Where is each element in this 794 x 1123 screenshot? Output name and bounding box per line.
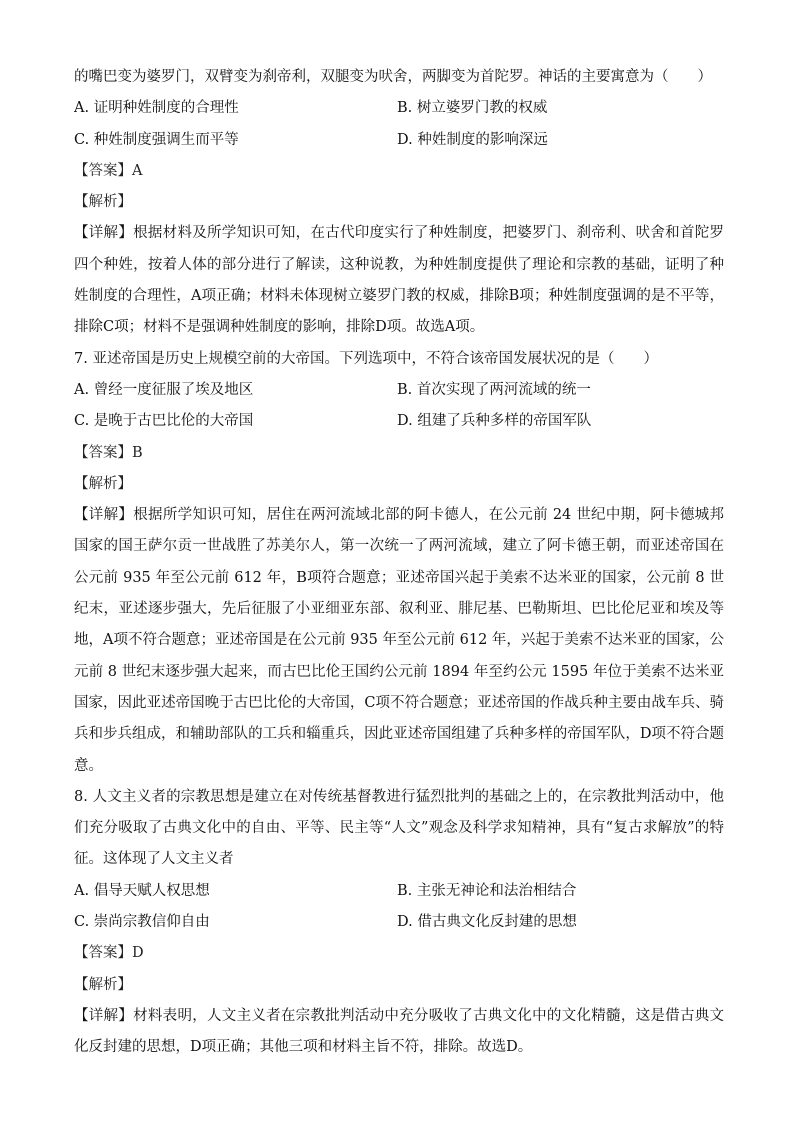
q6-detail: 【详解】根据材料及所学知识可知，在古代印度实行了种姓制度，把婆罗门、刹帝利、吠舍和首陀罗四个种姓，按着人体的部分进行了解读，这种说教，为种姓制度提供了理论和宗教的基础，证明了种姓制度的合理性，A项正确；材料未体现树立婆罗门教的权威，排除B项；种姓制度强调的是不平等，排除C项；材料不是强调种姓制度的影响，排除D项。故选A项。 [74,225,724,336]
q8-option-d: D. 借古典文化反封建的思想 [397,914,577,931]
q7-detail: 【详解】根据所学知识可知，居住在两河流域北部的阿卡德人，在公元前 24 世纪中期，阿卡德城邦国家的国王萨尔贡一世战胜了苏美尔人，第一次统一了两河流域，建立了阿卡德王朝，而亚述帝国在公元前 935 年至公元前 612 年，B项符合题意；亚述帝国兴起于美索不达米亚的国家，公元前 8 世纪末，亚述逐步强大，先后征服了小亚细亚东部、叙利亚、腓尼基、巴勒斯坦、巴比伦尼亚和埃及等地，A项不符合题意；亚述帝国是在公元前 935 年至公元前 612 年，兴起于美索不达米亚的国家，公元前 8 世纪末逐步强大起来，而古巴比伦王国约公元前 1894 年至约公元 1595 年位于美索不达米亚国家，因此亚述帝国晚于古巴比伦的大帝国，C项不符合题意；亚述帝国的作战兵种主要由战车兵、骑兵和步兵组成，和辅助部队的工兵和辎重兵，因此亚述帝国组建了兵种多样的帝国军队，D项不符合题意。 [74,507,724,774]
q7-option-d: D. 组建了兵种多样的帝国军队 [397,413,592,430]
q7-options-row-2 [74,406,724,437]
q7-option-c: C. 是晚于古巴比伦的大帝国 [74,413,254,430]
q8-analysis-label: 【解析】 [74,976,132,993]
q7-answer: 【答案】B [74,444,143,461]
q6-stem-continuation: 的嘴巴变为婆罗门，双臂变为刹帝利，双腿变为吠舍，两脚变为首陀罗。神话的主要寓意为（ ） [74,69,712,85]
q8-answer: 【答案】D [74,945,144,962]
q7-stem: 7. 亚述帝国是历史上规模空前的大帝国。下列选项中，不符合该帝国发展状况的是（ ） [74,350,658,367]
q7-options-row-1 [74,375,724,406]
q6-analysis-label: 【解析】 [74,194,132,211]
q7-option-a: A. 曾经一度征服了埃及地区 [74,381,254,398]
q6-option-b: B. 树立婆罗门教的权威 [397,100,548,117]
q7-option-b: B. 首次实现了两河流域的统一 [397,381,591,398]
q6-option-d: D. 种姓制度的影响深远 [397,131,548,148]
q8-options-row-1 [74,876,724,907]
q6-options-row-1 [74,93,724,124]
q6-answer: 【答案】A [74,162,143,179]
q8-detail: 【详解】材料表明，人文主义者在宗教批判活动中充分吸收了古典文化中的文化精髓，这是借古典文化反封建的思想，D项正确；其他三项和材料主旨不符，排除。故选D。 [74,1007,724,1056]
q7-analysis-label: 【解析】 [74,475,132,492]
q8-option-a: A. 倡导天赋人权思想 [74,882,210,899]
q6-options-row-2 [74,125,724,156]
q6-option-a: A. 证明种姓制度的合理性 [74,100,239,117]
q6-option-c: C. 种姓制度强调生而平等 [74,131,239,148]
q8-option-c: C. 崇尚宗教信仰自由 [74,914,210,931]
page-content [74,62,724,1064]
q8-stem: 8. 人文主义者的宗教思想是建立在对传统基督教进行猛烈批判的基础之上的，在宗教批判活动中，他们充分吸取了古典文化中的自由、平等、民主等“人文”观念及科学求知精神，具有“复古求解放”的特征。这体现了人文主义者 [74,788,724,868]
q8-options-row-2 [74,907,724,938]
q8-option-b: B. 主张无神论和法治相结合 [397,882,577,899]
